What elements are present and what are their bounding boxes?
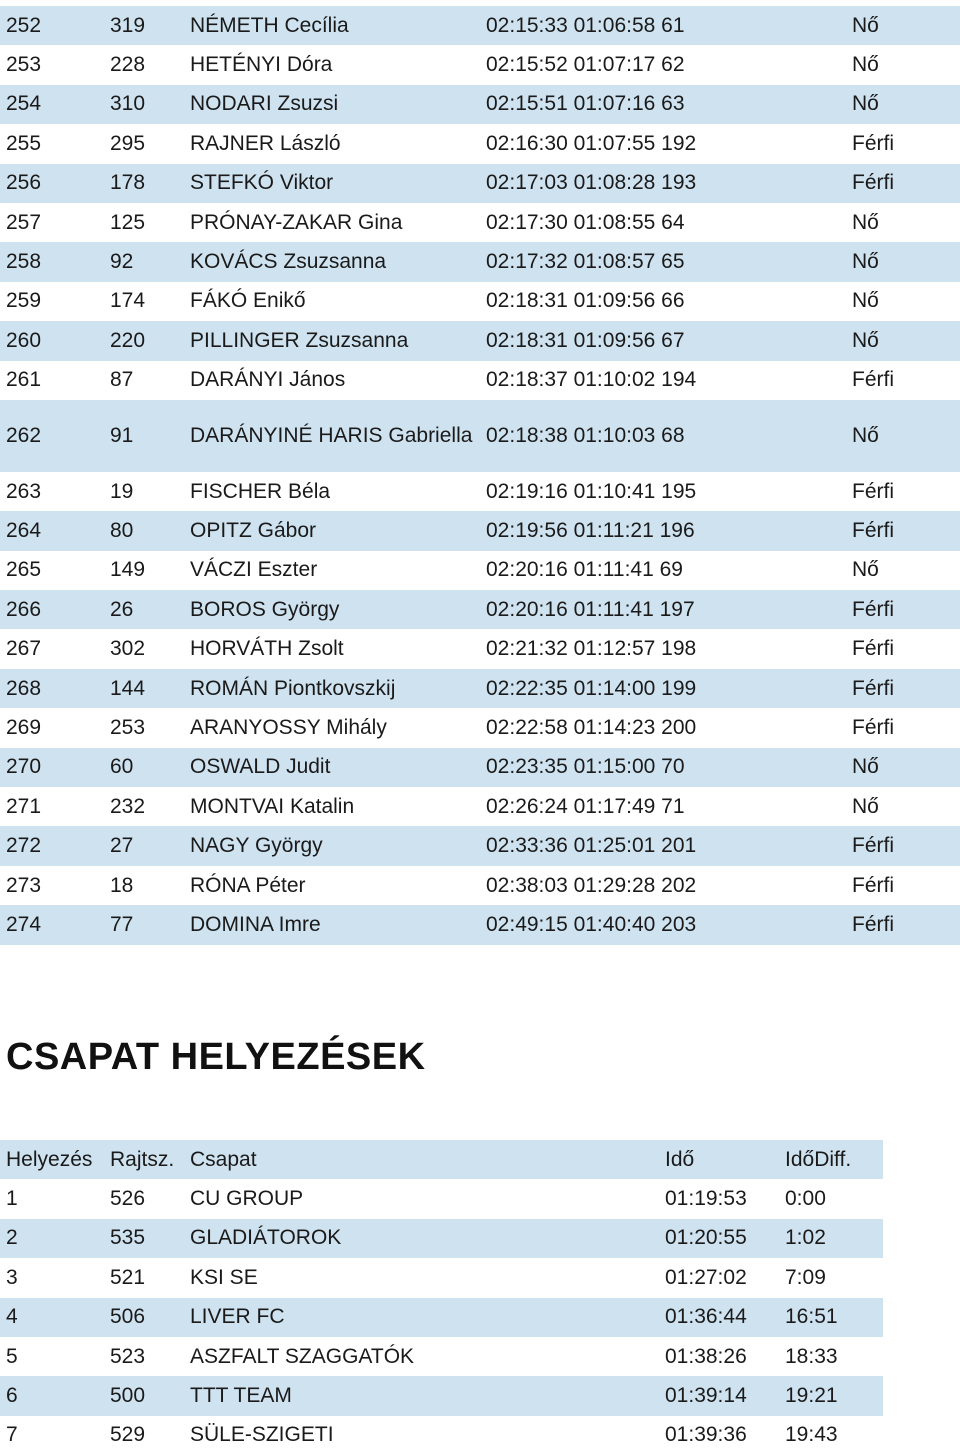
name-cell: BOROS György xyxy=(190,597,340,621)
name-cell: NÉMETH Cecília xyxy=(190,13,349,37)
table-row xyxy=(0,669,960,708)
bib-cell: 91 xyxy=(110,423,134,447)
team-cell: TTT TEAM xyxy=(190,1384,292,1408)
place-cell: 271 xyxy=(6,794,42,818)
team-cell: GLADIÁTOROK xyxy=(190,1226,342,1250)
times-cell: 02:19:16 01:10:41 195 xyxy=(486,479,697,503)
table-row xyxy=(0,85,960,124)
bib-cell: 174 xyxy=(110,289,146,313)
name-cell: HORVÁTH Zsolt xyxy=(190,637,344,661)
place-cell: 1 xyxy=(6,1187,18,1211)
table-row xyxy=(0,282,960,321)
sex-cell: Férfi xyxy=(852,479,894,503)
name-cell: OPITZ Gábor xyxy=(190,518,317,542)
place-cell: 268 xyxy=(6,676,42,700)
diff-cell: 18:33 xyxy=(785,1344,838,1368)
name-cell: ROMÁN Piontkovszkij xyxy=(190,676,396,700)
bib-cell: 523 xyxy=(110,1344,146,1368)
table-row xyxy=(0,1179,883,1218)
individual-results-table xyxy=(0,6,960,945)
table-row xyxy=(0,748,960,787)
team-cell: LIVER FC xyxy=(190,1305,285,1329)
times-cell: 02:17:03 01:08:28 193 xyxy=(486,171,697,195)
bib-cell: 529 xyxy=(110,1423,146,1447)
table-row xyxy=(0,164,960,203)
name-cell: HETÉNYI Dóra xyxy=(190,53,333,77)
times-cell: 02:20:16 01:11:41 69 xyxy=(486,558,683,582)
bib-cell: 310 xyxy=(110,92,146,116)
team-cell: ASZFALT SZAGGATÓK xyxy=(190,1344,415,1368)
header-team: Csapat xyxy=(190,1147,257,1171)
place-cell: 260 xyxy=(6,328,42,352)
place-cell: 264 xyxy=(6,518,42,542)
name-cell: PILLINGER Zsuzsanna xyxy=(190,328,409,352)
bib-cell: 500 xyxy=(110,1384,146,1408)
table-row xyxy=(0,242,960,281)
time-cell: 01:19:53 xyxy=(665,1187,747,1211)
bib-cell: 27 xyxy=(110,834,134,858)
bib-cell: 92 xyxy=(110,250,134,274)
table-row xyxy=(0,203,960,242)
sex-cell: Nő xyxy=(852,558,879,582)
bib-cell: 178 xyxy=(110,171,146,195)
bib-cell: 26 xyxy=(110,597,134,621)
table-row xyxy=(0,321,960,360)
name-cell: KOVÁCS Zsuzsanna xyxy=(190,250,387,274)
name-cell: VÁCZI Eszter xyxy=(190,558,318,582)
sex-cell: Nő xyxy=(852,53,879,77)
place-cell: 265 xyxy=(6,558,42,582)
table-row xyxy=(0,400,960,472)
name-cell: NAGY György xyxy=(190,834,323,858)
team-cell: SÜLE-SZIGETI xyxy=(190,1423,334,1447)
place-cell: 273 xyxy=(6,873,42,897)
name-cell: DARÁNYI János xyxy=(190,368,346,392)
times-cell: 02:17:32 01:08:57 65 xyxy=(486,250,685,274)
place-cell: 258 xyxy=(6,250,42,274)
sex-cell: Férfi xyxy=(852,834,894,858)
name-cell: ARANYOSSY Mihály xyxy=(190,715,387,739)
sex-cell: Nő xyxy=(852,289,879,313)
table-row xyxy=(0,1416,883,1455)
table-row xyxy=(0,1376,883,1415)
bib-cell: 535 xyxy=(110,1226,146,1250)
time-cell: 01:36:44 xyxy=(665,1305,747,1329)
bib-cell: 144 xyxy=(110,676,146,700)
times-cell: 02:15:33 01:06:58 61 xyxy=(486,13,685,37)
table-row xyxy=(0,1219,883,1258)
sex-cell: Nő xyxy=(852,250,879,274)
sex-cell: Nő xyxy=(852,92,879,116)
times-cell: 02:18:31 01:09:56 66 xyxy=(486,289,685,313)
place-cell: 266 xyxy=(6,597,42,621)
place-cell: 2 xyxy=(6,1226,18,1250)
times-cell: 02:33:36 01:25:01 201 xyxy=(486,834,697,858)
sex-cell: Férfi xyxy=(852,131,894,155)
bib-cell: 228 xyxy=(110,53,146,77)
time-cell: 01:27:02 xyxy=(665,1265,747,1289)
sex-cell: Férfi xyxy=(852,597,894,621)
table-row xyxy=(0,787,960,826)
times-cell: 02:18:31 01:09:56 67 xyxy=(486,328,685,352)
team-results-table xyxy=(0,1140,883,1455)
time-cell: 01:20:55 xyxy=(665,1226,747,1250)
sex-cell: Férfi xyxy=(852,873,894,897)
bib-cell: 77 xyxy=(110,912,134,936)
place-cell: 256 xyxy=(6,171,42,195)
bib-cell: 506 xyxy=(110,1305,146,1329)
name-cell: RÓNA Péter xyxy=(190,873,306,897)
times-cell: 02:23:35 01:15:00 70 xyxy=(486,755,685,779)
place-cell: 261 xyxy=(6,368,42,392)
table-row xyxy=(0,905,960,944)
header-time: Idő xyxy=(665,1147,695,1171)
table-row xyxy=(0,511,960,550)
team-cell: KSI SE xyxy=(190,1265,258,1289)
table-row xyxy=(0,866,960,905)
place-cell: 257 xyxy=(6,210,42,234)
times-cell: 02:19:56 01:11:21 196 xyxy=(486,518,695,542)
times-cell: 02:26:24 01:17:49 71 xyxy=(486,794,685,818)
bib-cell: 526 xyxy=(110,1187,146,1211)
name-cell: MONTVAI Katalin xyxy=(190,794,355,818)
table-row xyxy=(0,472,960,511)
header-diff: IdőDiff. xyxy=(785,1147,852,1171)
name-cell: STEFKÓ Viktor xyxy=(190,171,334,195)
times-cell: 02:16:30 01:07:55 192 xyxy=(486,131,697,155)
sex-cell: Nő xyxy=(852,328,879,352)
table-row xyxy=(0,1337,883,1376)
table-header-row xyxy=(0,1140,883,1179)
place-cell: 269 xyxy=(6,715,42,739)
bib-cell: 521 xyxy=(110,1265,146,1289)
table-row xyxy=(0,590,960,629)
place-cell: 259 xyxy=(6,289,42,313)
bib-cell: 60 xyxy=(110,755,134,779)
place-cell: 254 xyxy=(6,92,42,116)
times-cell: 02:22:35 01:14:00 199 xyxy=(486,676,697,700)
bib-cell: 253 xyxy=(110,715,146,739)
times-cell: 02:17:30 01:08:55 64 xyxy=(486,210,685,234)
table-row xyxy=(0,361,960,400)
bib-cell: 220 xyxy=(110,328,146,352)
table-row xyxy=(0,1298,883,1337)
name-cell: NODARI Zsuzsi xyxy=(190,92,339,116)
sex-cell: Nő xyxy=(852,794,879,818)
table-row xyxy=(0,1258,883,1297)
place-cell: 3 xyxy=(6,1265,18,1289)
table-row xyxy=(0,45,960,84)
name-cell: FÁKÓ Enikő xyxy=(190,289,306,313)
bib-cell: 125 xyxy=(110,210,146,234)
sex-cell: Férfi xyxy=(852,518,894,542)
table-row xyxy=(0,629,960,668)
place-cell: 4 xyxy=(6,1305,18,1329)
diff-cell: 7:09 xyxy=(785,1265,826,1289)
times-cell: 02:38:03 01:29:28 202 xyxy=(486,873,697,897)
time-cell: 01:38:26 xyxy=(665,1344,747,1368)
bib-cell: 87 xyxy=(110,368,134,392)
times-cell: 02:18:37 01:10:02 194 xyxy=(486,368,697,392)
bib-cell: 302 xyxy=(110,637,146,661)
times-cell: 02:21:32 01:12:57 198 xyxy=(486,637,697,661)
bib-cell: 18 xyxy=(110,873,134,897)
place-cell: 252 xyxy=(6,13,42,37)
sex-cell: Férfi xyxy=(852,676,894,700)
bib-cell: 80 xyxy=(110,518,134,542)
bib-cell: 19 xyxy=(110,479,134,503)
bib-cell: 295 xyxy=(110,131,146,155)
time-cell: 01:39:36 xyxy=(665,1423,747,1447)
sex-cell: Nő xyxy=(852,423,879,447)
times-cell: 02:22:58 01:14:23 200 xyxy=(486,715,697,739)
sex-cell: Nő xyxy=(852,755,879,779)
times-cell: 02:18:38 01:10:03 68 xyxy=(486,423,685,447)
table-row xyxy=(0,6,960,45)
header-bib: Rajtsz. xyxy=(110,1147,175,1171)
place-cell: 272 xyxy=(6,834,42,858)
place-cell: 274 xyxy=(6,912,42,936)
name-cell: PRÓNAY-ZAKAR Gina xyxy=(190,210,403,234)
table-row xyxy=(0,708,960,747)
place-cell: 7 xyxy=(6,1423,18,1447)
place-cell: 262 xyxy=(6,423,42,447)
team-cell: CU GROUP xyxy=(190,1187,304,1211)
section-title: CSAPAT HELYEZÉSEK xyxy=(6,1036,426,1078)
header-place: Helyezés xyxy=(6,1147,93,1171)
sex-cell: Nő xyxy=(852,210,879,234)
table-row xyxy=(0,551,960,590)
sex-cell: Férfi xyxy=(852,637,894,661)
time-cell: 01:39:14 xyxy=(665,1384,747,1408)
bib-cell: 319 xyxy=(110,13,146,37)
place-cell: 263 xyxy=(6,479,42,503)
place-cell: 267 xyxy=(6,637,42,661)
place-cell: 270 xyxy=(6,755,42,779)
place-cell: 6 xyxy=(6,1384,18,1408)
diff-cell: 19:43 xyxy=(785,1423,838,1447)
diff-cell: 1:02 xyxy=(785,1226,826,1250)
place-cell: 255 xyxy=(6,131,42,155)
diff-cell: 19:21 xyxy=(785,1384,838,1408)
place-cell: 5 xyxy=(6,1344,18,1368)
sex-cell: Férfi xyxy=(852,912,894,936)
sex-cell: Férfi xyxy=(852,171,894,195)
name-cell: DARÁNYINÉ HARIS Gabriella xyxy=(190,423,473,447)
table-row xyxy=(0,826,960,865)
table-row xyxy=(0,124,960,163)
name-cell: DOMINA Imre xyxy=(190,912,321,936)
diff-cell: 0:00 xyxy=(785,1187,826,1211)
name-cell: FISCHER Béla xyxy=(190,479,331,503)
bib-cell: 232 xyxy=(110,794,146,818)
bib-cell: 149 xyxy=(110,558,146,582)
sex-cell: Férfi xyxy=(852,715,894,739)
times-cell: 02:49:15 01:40:40 203 xyxy=(486,912,697,936)
name-cell: RAJNER László xyxy=(190,131,341,155)
sex-cell: Férfi xyxy=(852,368,894,392)
name-cell: OSWALD Judit xyxy=(190,755,331,779)
times-cell: 02:20:16 01:11:41 197 xyxy=(486,597,695,621)
place-cell: 253 xyxy=(6,53,42,77)
sex-cell: Nő xyxy=(852,13,879,37)
times-cell: 02:15:52 01:07:17 62 xyxy=(486,53,685,77)
diff-cell: 16:51 xyxy=(785,1305,838,1329)
times-cell: 02:15:51 01:07:16 63 xyxy=(486,92,685,116)
